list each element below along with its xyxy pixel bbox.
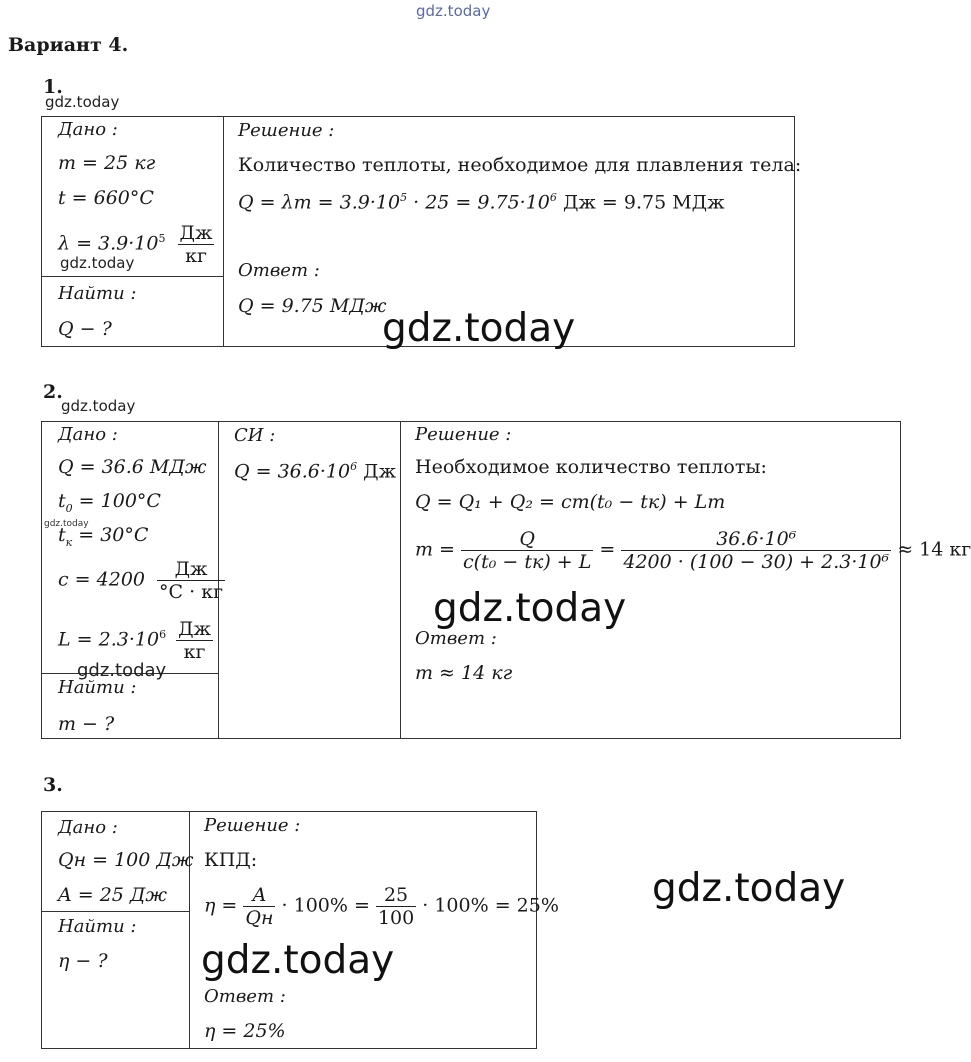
task3-given-A: A = 25 Дж xyxy=(58,884,167,906)
task2-given-L: $L = 2.3\cdot 10^6$ $\frac{Дж}{кг}$ xyxy=(58,618,212,663)
watermark: gdz.today xyxy=(382,306,576,351)
task3-number: 3. xyxy=(43,774,63,796)
task2-si-header: СИ : xyxy=(234,425,276,446)
watermark: gdz.today xyxy=(433,586,627,631)
task1-given-lambda: $\lambda = 3.9\cdot 10^5$ $\frac{Дж}{кг}$ xyxy=(58,222,213,267)
task1-given-t: t = 660°C xyxy=(58,187,154,209)
task3-kpd: КПД: xyxy=(204,849,258,871)
task2-given-c: c = 4200 $\frac{Дж}{^\circ C \cdot кг}$ xyxy=(58,558,224,603)
task1-solution-header: Решение : xyxy=(238,120,335,141)
task3-given-Qn: Qн = 100 Дж xyxy=(58,849,194,871)
watermark: gdz.today xyxy=(45,93,120,111)
task2-answer-value: m ≈ 14 кг xyxy=(415,662,513,684)
watermark: gdz.today xyxy=(201,938,395,983)
task3-find-value: η − ? xyxy=(58,950,108,972)
task2-number: 2. xyxy=(43,381,63,403)
page-title: Вариант 4. xyxy=(8,34,129,56)
task3-solution-header: Решение : xyxy=(204,815,301,836)
task2-find-header: Найти : xyxy=(58,677,137,698)
task2-find-value: m − ? xyxy=(58,713,115,735)
task1-find-value: Q − ? xyxy=(58,318,112,340)
task3-find-header: Найти : xyxy=(58,916,137,937)
task2-given-Q: Q = 36.6 МДж xyxy=(58,456,207,478)
task2-si-value: $Q = 36.6\cdot 10^6$ Дж xyxy=(234,460,397,483)
task1-answer-header: Ответ : xyxy=(238,260,320,281)
watermark: gdz.today xyxy=(61,397,136,415)
task3-given-header: Дано : xyxy=(58,817,118,838)
task1-given-m: m = 25 кг xyxy=(58,152,156,174)
task2-solution-header: Решение : xyxy=(415,424,512,445)
task3-formula: η = $\frac{A}{Qн}$ · 100% = $\frac{25}{100}$ · 100% = 25% xyxy=(204,884,559,929)
task2-answer-header: Ответ : xyxy=(415,628,497,649)
task2-given-tk: $t_к = 30^\circ C$ xyxy=(58,524,149,549)
task3-answer-header: Ответ : xyxy=(204,986,286,1007)
task3-answer-value: η = 25% xyxy=(204,1020,286,1042)
watermark: gdz.today xyxy=(60,254,135,272)
task2-given-header: Дано : xyxy=(58,424,118,445)
watermark: gdz.today xyxy=(652,866,846,911)
task2-solution-text: Необходимое количество теплоты: xyxy=(415,456,767,478)
task2-given-t0: $t_0 = 100^\circ C$ xyxy=(58,490,161,515)
task1-find-header: Найти : xyxy=(58,283,137,304)
task1-number: 1. xyxy=(43,76,63,98)
task1-formula: $Q = \lambda m = 3.9\cdot 10^5 \cdot 25 = 9.75\cdot 10^6$ Дж = 9.75 МДж xyxy=(238,191,725,214)
task1-answer-value: Q = 9.75 МДж xyxy=(238,295,387,317)
watermark: gdz.today xyxy=(44,519,89,529)
task1-given-header: Дано : xyxy=(58,119,118,140)
watermark-top: gdz.today xyxy=(416,2,491,20)
task1-solution-text: Количество теплоты, необходимое для плавления тела: xyxy=(238,154,802,176)
watermark: gdz.today xyxy=(77,660,167,681)
task2-eq2: m = $\frac{Q}{\text{c(t₀ − tк) + L}}$ = $\frac{\text{36.6·10⁶}}{\text{4200 · (100 − 30) + 2.3·10⁶}}$ ≈ 14 кг xyxy=(415,528,971,573)
task2-eq1: Q = Q₁ + Q₂ = cm(t₀ − tк) + Lm xyxy=(415,491,726,513)
